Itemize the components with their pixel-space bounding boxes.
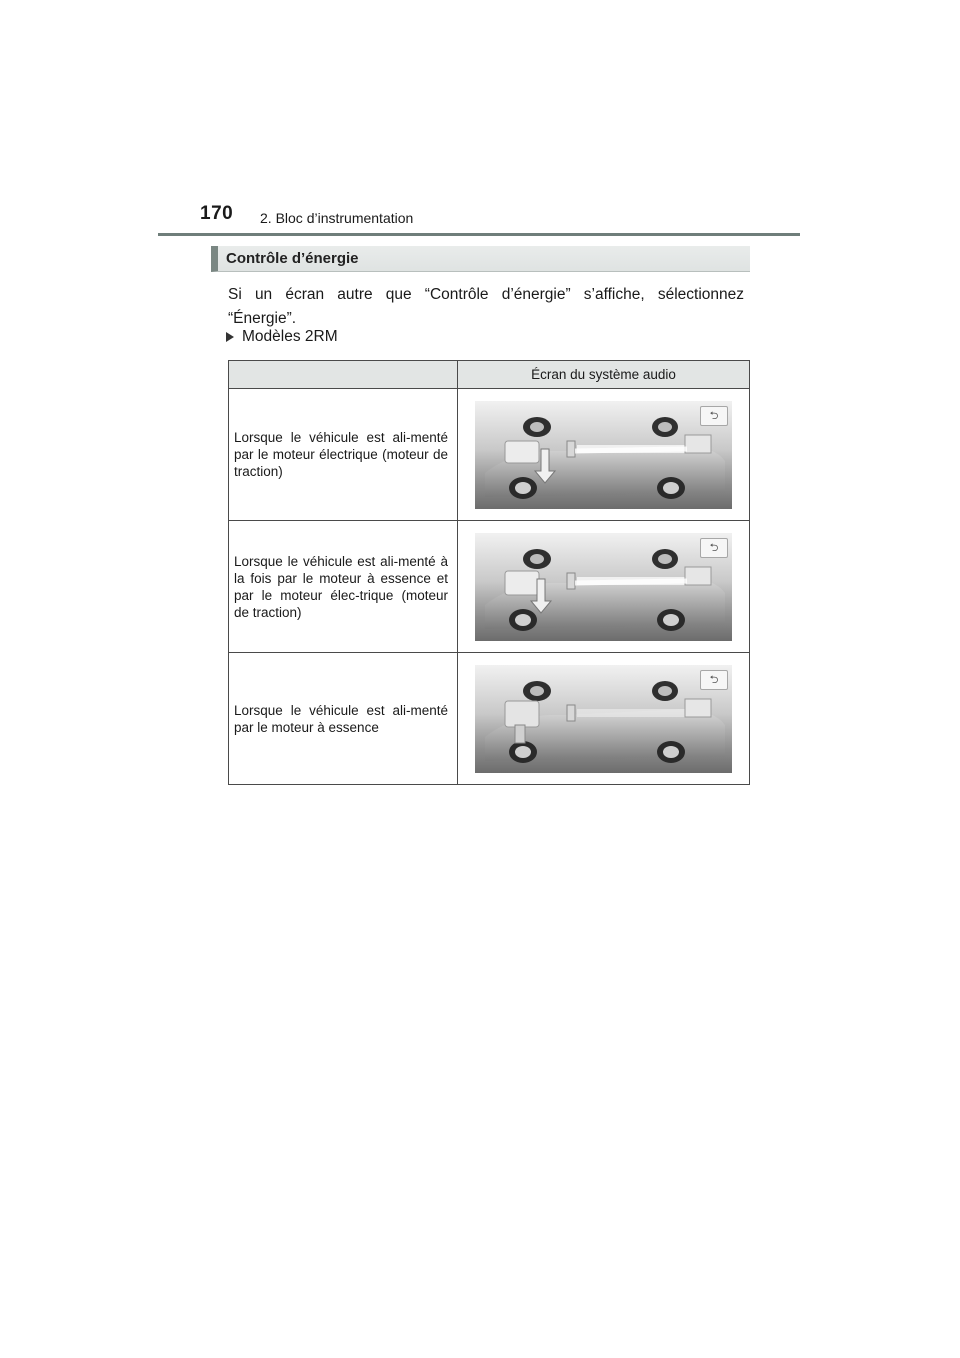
page-number: 170	[200, 203, 234, 224]
row-screen-cell	[458, 653, 750, 785]
header-rule	[158, 233, 800, 236]
energy-screen-image	[475, 533, 732, 641]
energy-screen-image	[475, 665, 732, 773]
section-title-bar	[211, 246, 750, 272]
row-label: Lorsque le véhicule est ali-menté par le moteur électrique (moteur de traction)	[229, 389, 458, 521]
table-row	[229, 653, 750, 785]
table-header-row	[229, 361, 750, 389]
table-row	[229, 389, 750, 521]
model-line	[226, 328, 338, 346]
back-arrow-icon[interactable]: ⮌	[700, 406, 728, 426]
section-title: Contrôle d’énergie	[226, 250, 359, 267]
table-column-header: Écran du système audio	[458, 361, 750, 389]
energy-monitor-table	[228, 360, 750, 785]
back-arrow-icon[interactable]: ⮌	[700, 538, 728, 558]
back-arrow-icon[interactable]: ⮌	[700, 670, 728, 690]
table-row	[229, 521, 750, 653]
car-energy-illustration	[475, 401, 732, 509]
row-label: Lorsque le véhicule est ali-menté à la fois par le moteur à essence et par le moteur élec-trique (moteur de traction)	[229, 521, 458, 653]
running-header: 2. Bloc d’instrumentation	[260, 210, 414, 226]
row-screen-cell	[458, 389, 750, 521]
triangle-bullet-icon	[226, 332, 234, 342]
row-label: Lorsque le véhicule est ali-menté par le moteur à essence	[229, 653, 458, 785]
energy-screen-image	[475, 401, 732, 509]
model-label: Modèles 2RM	[242, 328, 338, 345]
car-energy-illustration	[475, 533, 732, 641]
car-energy-illustration	[475, 665, 732, 773]
intro-paragraph: Si un écran autre que “Contrôle d’énergie” s’affiche, sélectionnez “Énergie”.	[228, 286, 744, 327]
table-header-empty	[229, 361, 458, 389]
row-screen-cell	[458, 521, 750, 653]
